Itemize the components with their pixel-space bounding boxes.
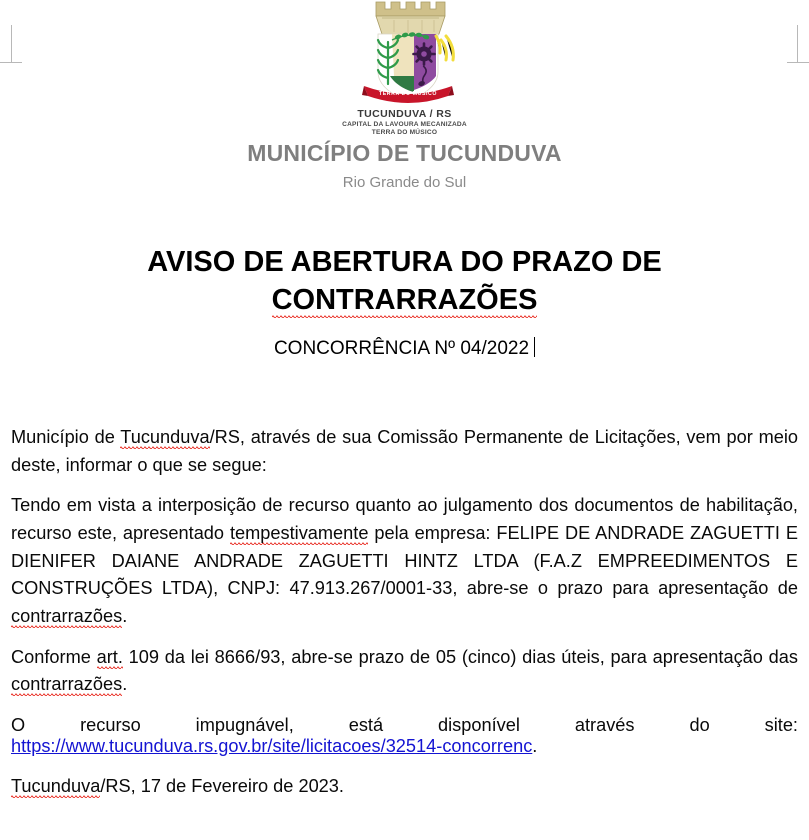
paragraph-appeal <box>11 492 798 630</box>
misspelled-word-tucunduva: Tucunduva <box>120 427 210 447</box>
signature-date-line <box>11 773 798 800</box>
document-url-link[interactable]: https://www.tucunduva.rs.gov.br/site/licitacoes/32514-concorrenc <box>11 735 533 756</box>
crest-municipality-label: TUCUNDUVA / RS <box>357 108 452 120</box>
misspelled-word-tucunduva-2: Tucunduva <box>11 776 101 797</box>
paragraph-deadline-part-c: . <box>122 674 128 695</box>
document-subtitle-text: CONCORRÊNCIA Nº 04/2022 <box>273 338 530 359</box>
coat-of-arms-block <box>0 0 809 137</box>
organization-state: Rio Grande do Sul <box>342 174 467 191</box>
paragraph-intro <box>11 424 798 479</box>
misspelled-word-art: art. <box>96 646 123 667</box>
document-body <box>11 424 798 801</box>
paragraph-deadline-part-b: 109 da lei 8666/93, abre-se prazo de 05 (cinco) dias úteis, para apresentação das <box>122 646 798 667</box>
crest-motto-line-1: CAPITAL DA LAVOURA MECANIZADA <box>342 121 467 129</box>
coat-of-arms-icon <box>342 0 468 108</box>
crest-motto-line-2: TERRA DO MÚSICO <box>371 129 438 137</box>
misspelled-word-tempestivamente: tempestivamente <box>229 522 369 543</box>
paragraph-site-period: . <box>532 735 538 756</box>
page-title-line-1: AVISO DE ABERTURA DO PRAZO DE <box>147 246 662 278</box>
text-cursor <box>534 337 535 357</box>
paragraph-site-text: O recurso impugnável, está disponível através do site: <box>11 714 798 735</box>
paragraph-appeal-part-c: . <box>122 605 128 626</box>
signature-date-text: /RS, 17 de Fevereiro de 2023. <box>100 776 344 797</box>
paragraph-appeal-part-a: Tendo em vista a interposição de recurso quanto ao julgamento dos documentos de habilitação, recurso este, apresentado <box>11 495 798 543</box>
paragraph-deadline <box>11 644 798 699</box>
misspelled-word-contrarrazoes-2: contrarrazões <box>11 674 123 695</box>
document-subtitle <box>0 337 809 360</box>
organization-title: MUNICÍPIO DE TUCUNDUVA <box>247 140 562 166</box>
paragraph-appeal-part-b: pela empresa: FELIPE DE ANDRADE ZAGUETTI E DIENIFER DAIANE ANDRADE ZAGUETTI HINTZ LTDA (F.A.Z EMPREEDIMENTOS E CONSTRUÇÕES LTDA), CNPJ: 47.913.267/0001-33, abre-se o prazo para apresentação de <box>11 522 798 599</box>
page-title-line-2: CONTRARRAZÕES <box>271 284 538 317</box>
misspelled-word-contrarrazoes-1: contrarrazões <box>11 605 123 626</box>
page-title <box>60 243 749 320</box>
svg-text:TERRA DO MÚSICO: TERRA DO MÚSICO <box>378 91 437 97</box>
paragraph-intro-part-a: Município de <box>11 427 121 447</box>
paragraph-intro-part-b: /RS, através de sua Comissão Permanente de Licitações, vem por meio deste, informar o que se segue: <box>11 427 798 475</box>
paragraph-deadline-part-a: Conforme <box>11 646 97 667</box>
